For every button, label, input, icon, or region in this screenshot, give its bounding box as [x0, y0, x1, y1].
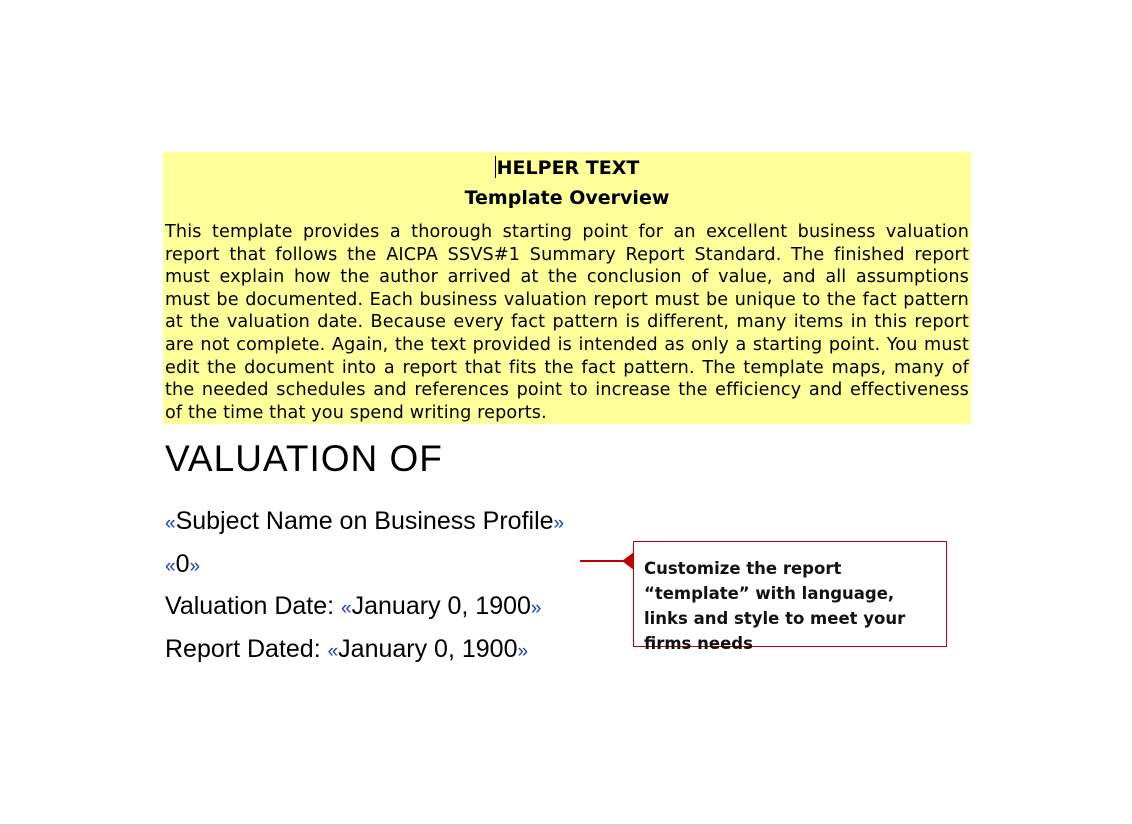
- merge-field-close: »: [530, 598, 542, 619]
- helper-body-paragraph: This template provides a thorough starting point for an excellent business valuation report that follows the AICPA SSVS#1 Summary Report Standard. The finished report must explain how the author arrived at the conclusion of value, and all assumptions must be documented. Each business valuation report must be unique to the fact pattern at the valuation date. Because every fact pattern is different, many items in this report are not complete. Again, the text provided is intended as only a starting point. You must edit the document into a report that fits the fact pattern. The template maps, many of the needed schedules and references point to increase the efficiency and effectiveness of the time that you spend writing reports.: [165, 222, 969, 423]
- subject-name-line: [165, 506, 564, 539]
- valuation-heading: VALUATION OF: [165, 438, 443, 479]
- merge-field-open: «: [341, 598, 352, 619]
- callout-connector-line: [580, 560, 628, 562]
- merge-field-close: »: [517, 641, 529, 662]
- zero-field-line: [165, 549, 200, 582]
- valuation-date-line: [165, 591, 542, 624]
- subject-name-field[interactable]: Subject Name on Business Profile: [175, 507, 554, 535]
- report-dated-label: Report Dated:: [165, 635, 328, 663]
- merge-field-close: »: [553, 513, 565, 534]
- valuation-date-field[interactable]: January 0, 1900: [351, 592, 531, 620]
- merge-field-open: «: [165, 513, 176, 534]
- text-cursor: [495, 156, 496, 178]
- merge-field-open: «: [165, 556, 176, 577]
- helper-title-text: HELPER TEXT: [496, 157, 640, 179]
- helper-title: [163, 156, 971, 179]
- helper-text-box[interactable]: [163, 152, 971, 424]
- merge-field-open: «: [327, 641, 339, 662]
- callout-box[interactable]: [633, 541, 947, 653]
- valuation-date-label: Valuation Date:: [165, 592, 342, 620]
- callout-text: Customize the report “template” with language, links and style to meet your firms needs: [644, 559, 906, 653]
- report-dated-field[interactable]: January 0, 1900: [338, 635, 518, 663]
- report-dated-line: [165, 634, 528, 667]
- zero-field[interactable]: 0: [175, 550, 190, 578]
- helper-subtitle: Template Overview: [464, 187, 670, 209]
- merge-field-close: »: [189, 556, 201, 577]
